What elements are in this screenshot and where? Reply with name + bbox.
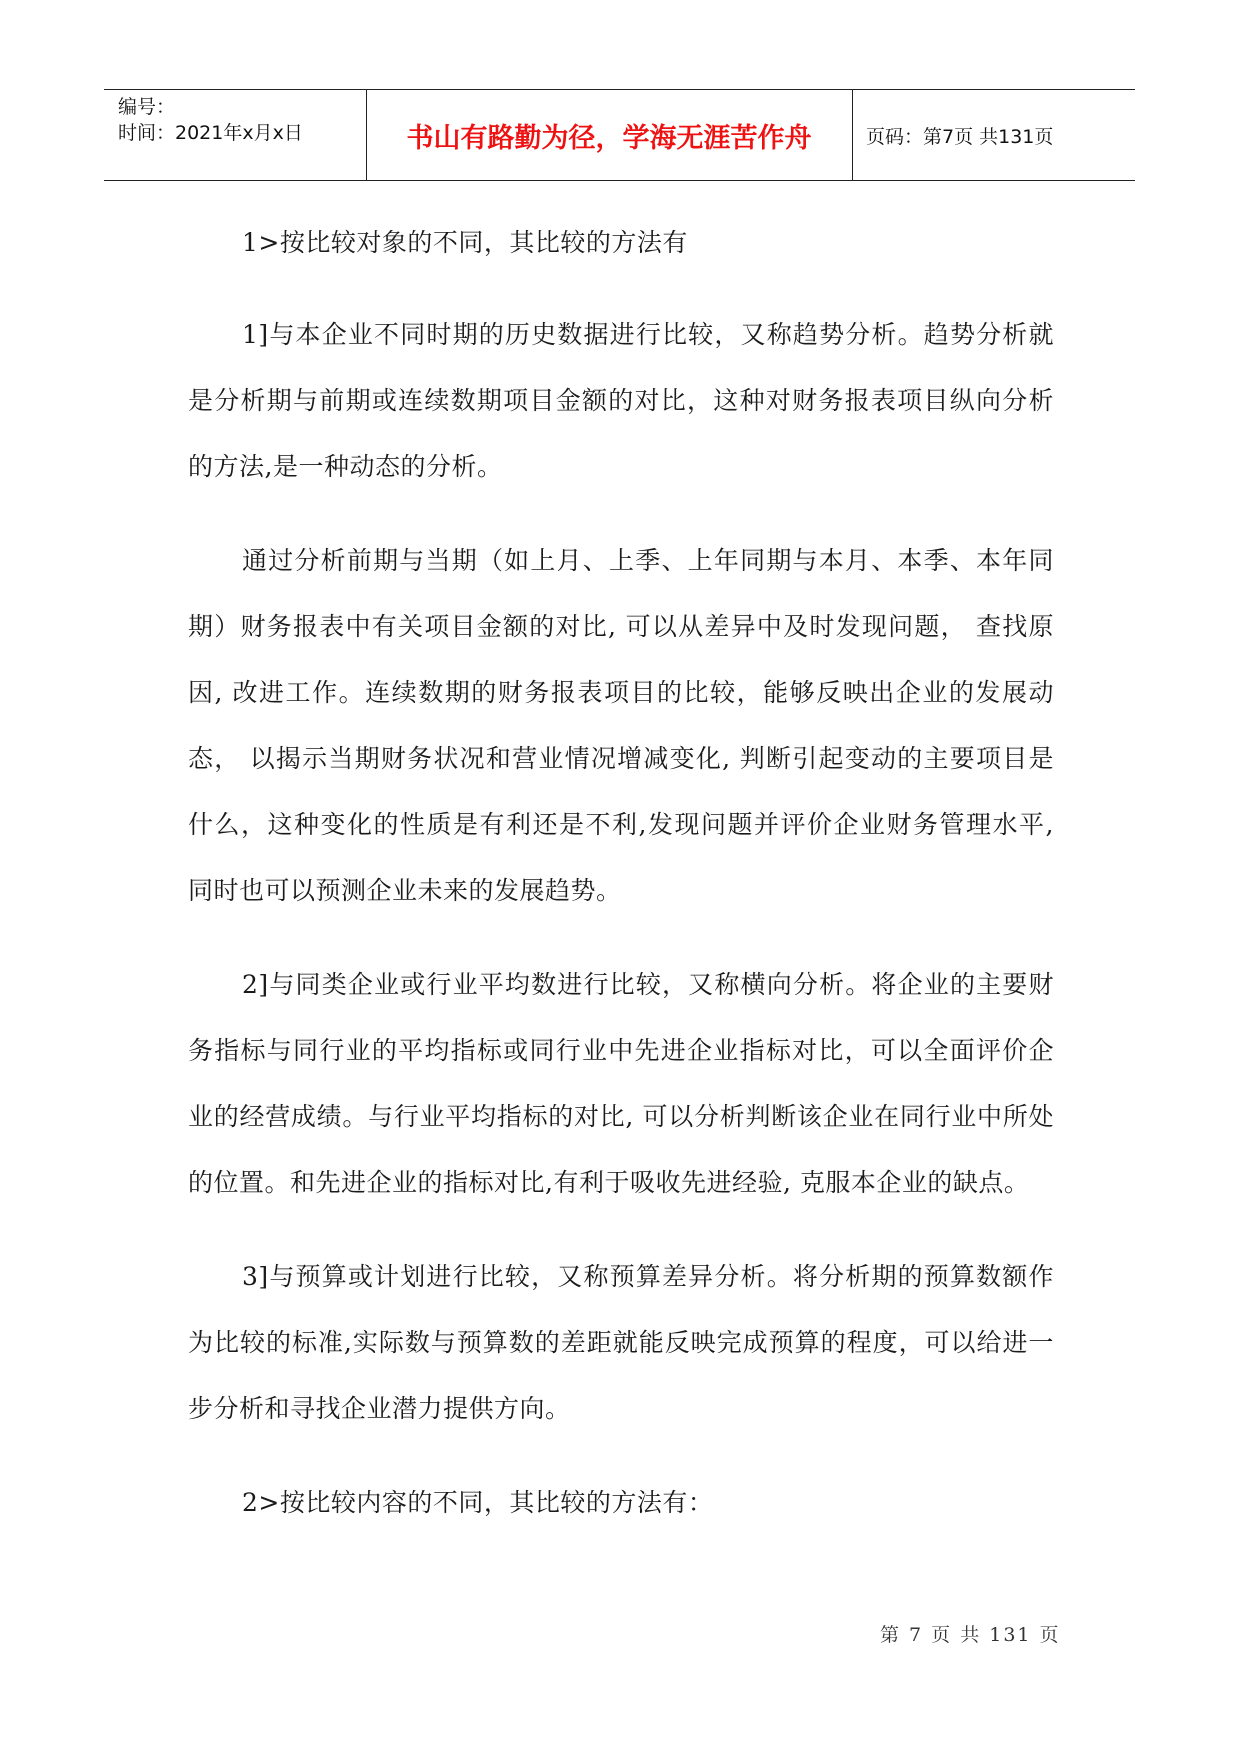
paragraph-budget-variance: 3]与预算或计划进行比较，又称预算差异分析。将分析期的预算数额作为比较的标准,实际数与预算数的差距就能反映完成预算的程度，可以给进一步分析和寻找企业潜力提供方向。 [188, 1262, 1054, 1423]
header-divider-right [852, 90, 853, 180]
paragraph-period-comparison: 通过分析前期与当期（如上月、上季、上年同期与本月、本季、本年同期）财务报表中有关项目金额的对比, 可以从差异中及时发现问题， 查找原因, 改进工作。连续数期的财务报表项目的比较，能够反映出企业的发展动态， 以揭示当期财务状况和营业情况增减变化, 判断引起变动的主要项目是什么，这种变化的性质是有利还是不利,发现问题并评价企业财务管理水平, 同时也可以预测企业未来的发展趋势。 [188, 546, 1054, 905]
section-heading-by-object: 1>按比较对象的不同，其比较的方法有 [242, 228, 688, 257]
page-header [104, 89, 1135, 181]
document-number-label: 编号： [118, 96, 176, 118]
document-date-label: 时间：2021年x月x日 [118, 122, 303, 144]
header-motto: 书山有路勤为径，学海无涯苦作舟 [406, 122, 812, 154]
header-meta [118, 94, 358, 146]
paragraph-trend-analysis: 1]与本企业不同时期的历史数据进行比较，又称趋势分析。趋势分析就是分析期与前期或连续数期项目金额的对比，这种对财务报表项目纵向分析的方法,是一种动态的分析。 [188, 320, 1054, 481]
header-page-info: 页码：第7页 共131页 [866, 125, 1054, 148]
section-heading-by-content: 2>按比较内容的不同，其比较的方法有： [242, 1488, 714, 1517]
paragraph-horizontal-analysis: 2]与同类企业或行业平均数进行比较，又称横向分析。将企业的主要财务指标与同行业的平均指标或同行业中先进企业指标对比，可以全面评价企业的经营成绩。与行业平均指标的对比, 可以分析判断该企业在同行业中所处的位置。和先进企业的指标对比,有利于吸收先进经验, 克服本企业的缺点。 [188, 970, 1054, 1197]
document-body [188, 210, 1054, 1562]
page-footer: 第 7 页 共 131 页 [880, 1624, 1061, 1646]
